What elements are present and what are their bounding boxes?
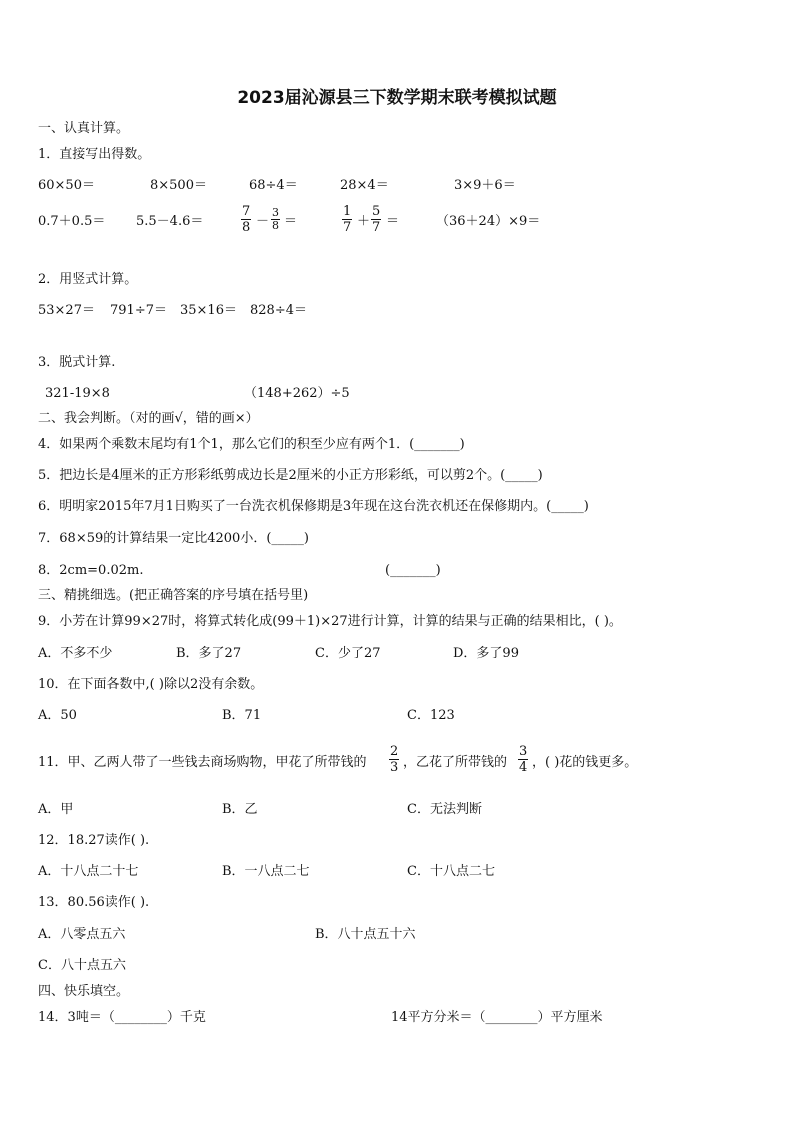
operator: ＝ [284,214,298,229]
question-10: 10．在下面各数中,( )除以2没有余数。 [38,677,264,692]
page-title: 2023届沁源县三下数学期末联考模拟试题 [237,88,557,108]
question-5: 5．把边长是4厘米的正方形彩纸剪成边长是2厘米的小正方形彩纸，可以剪2个。(_____) [38,468,543,483]
calc-item: 828÷4＝ [250,303,307,318]
calc-item: 8×500＝ [150,178,207,193]
calc-item: （36＋24）×9＝ [436,214,541,229]
option-b: B．一八点二七 [222,864,310,879]
calc-item: 791÷7＝ [110,303,167,318]
option-c: C．十八点二七 [407,864,495,879]
fraction-denominator: 3 [390,760,399,775]
fraction-denominator: 7 [372,220,381,235]
question-2-label: 2．用竖式计算。 [38,272,138,287]
question-12: 12．18.27读作( ). [38,833,150,848]
calc-item: 28×4＝ [340,178,389,193]
question-11-part-b: ，乙花了所带钱的 [403,755,508,770]
operator: ＝ [386,214,400,229]
fraction-numerator: 3 [272,206,279,219]
option-b: B．乙 [222,802,258,817]
calc-item: 35×16＝ [180,303,237,318]
fraction-numerator: 3 [519,744,528,759]
option-c: C．123 [407,708,455,723]
question-1-label: 1．直接写出得数。 [38,147,151,162]
question-8: 8．2cm=0.02m. [38,563,144,578]
option-a: A．十八点二十七 [38,864,139,879]
calc-item: 5.5－4.6＝ [136,214,204,229]
question-11-part-c: ，( )花的钱更多。 [532,755,638,770]
question-4: 4．如果两个乘数末尾均有1个1，那么它们的积至少应有两个1．(_______) [38,437,465,452]
fraction-denominator: 7 [343,220,352,235]
option-d: D．多了99 [453,646,519,661]
question-9: 9．小芳在计算99×27时，将算式转化成(99＋1)×27进行计算，计算的结果与正确的结果相比，( )。 [38,614,622,629]
calc-item: 53×27＝ [38,303,95,318]
calc-item: 68÷4＝ [249,178,298,193]
answer-blank: (_______) [385,563,441,578]
operator: ＋ [357,214,371,229]
fraction-denominator: 8 [242,220,251,235]
option-b: B．八十点五十六 [315,927,416,942]
option-c: C．八十点五六 [38,958,126,973]
question-14-b: 14平方分米＝（________）平方厘米 [391,1010,603,1025]
fraction-denominator: 8 [272,219,279,232]
fraction-numerator: 1 [343,204,352,219]
fraction-numerator: 2 [390,744,399,759]
fraction-numerator: 5 [372,204,381,219]
question-7: 7．68×59的计算结果一定比4200小．(_____) [38,531,309,546]
fraction-denominator: 4 [519,760,528,775]
section-heading-1: 一、认真计算。 [38,121,130,136]
option-a: A．八零点五六 [38,927,126,942]
fraction [518,744,528,775]
option-a: A．50 [38,708,77,723]
calc-item: （148+262）÷5 [244,386,350,401]
option-c: C．少了27 [315,646,381,661]
question-3-label: 3．脱式计算. [38,355,116,370]
fraction [342,204,352,235]
operator: － [256,214,270,229]
calc-item: 60×50＝ [38,178,95,193]
calc-item: 321-19×8 [45,386,110,401]
fraction [241,204,251,235]
calc-item: 0.7＋0.5＝ [38,214,106,229]
option-b: B．多了27 [176,646,242,661]
question-14-a: 14．3吨＝（________）千克 [38,1010,206,1025]
option-b: B．71 [222,708,262,723]
option-c: C．无法判断 [407,802,482,817]
fraction [371,204,381,235]
question-6: 6．明明家2015年7月1日购买了一台洗衣机保修期是3年现在这台洗衣机还在保修期内。(_____) [38,499,589,514]
question-11-part-a: 11．甲、乙两人带了一些钱去商场购物，甲花了所带钱的 [38,755,367,770]
section-heading-4: 四、快乐填空。 [38,984,130,999]
section-heading-2: 二、我会判断。（对的画√，错的画×） [38,411,259,426]
calc-item: 3×9＋6＝ [454,178,516,193]
option-a: A．不多不少 [38,646,113,661]
section-heading-3: 三、精挑细选。(把正确答案的序号填在括号里) [38,588,309,603]
question-13: 13．80.56读作( ). [38,895,150,910]
fraction [389,744,399,775]
fraction-numerator: 7 [242,204,251,219]
option-a: A．甲 [38,802,74,817]
fraction [271,207,280,232]
